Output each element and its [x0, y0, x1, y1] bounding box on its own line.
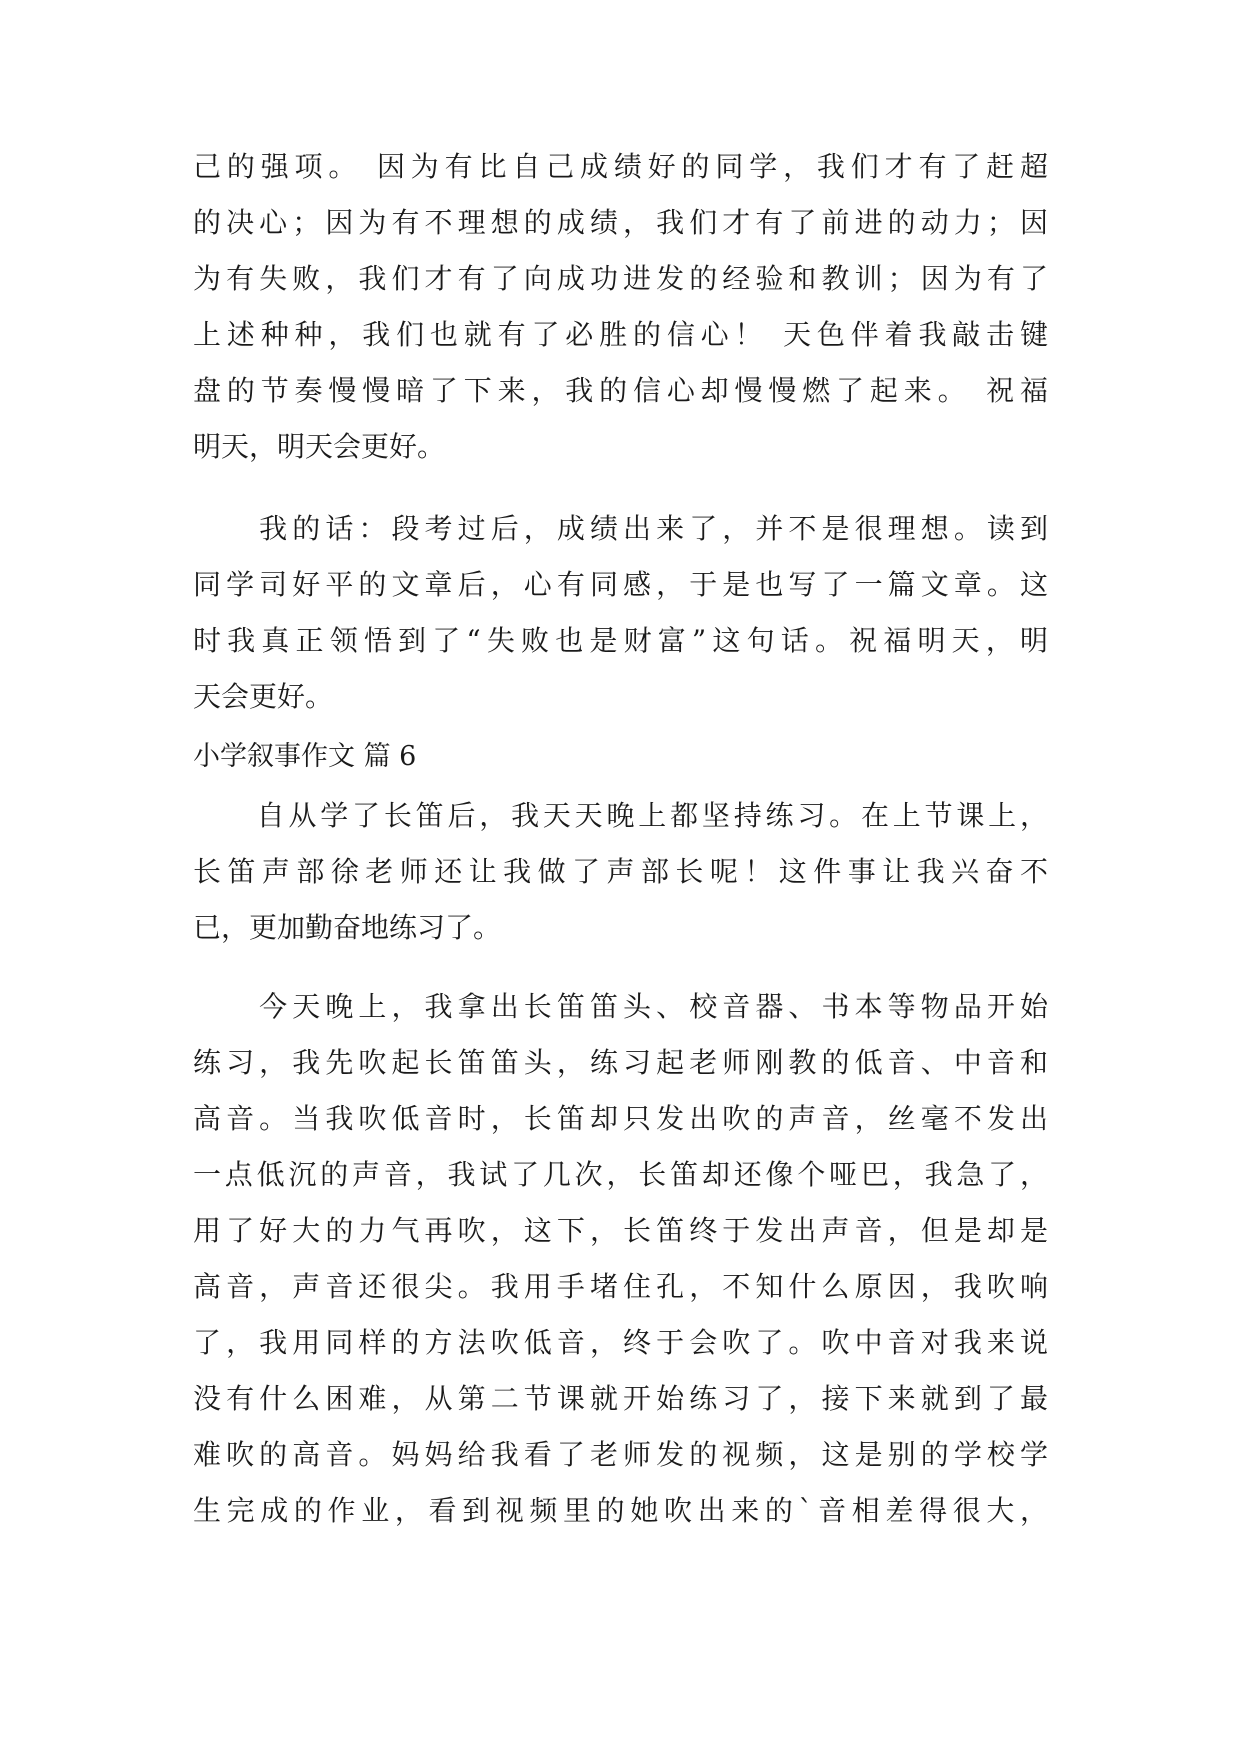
text-line: 盘的节奏慢慢暗了下来，我的信心却慢慢燃了起来。 祝福 [193, 374, 1048, 407]
text-line: 为有失败，我们才有了向成功进发的经验和教训；因为有了 [193, 262, 1048, 295]
text-line: 长笛声部徐老师还让我做了声部长呢！这件事让我兴奋不 [193, 855, 1048, 888]
text-line: 生完成的作业，看到视频里的她吹出来的`音相差得很大， [193, 1494, 1048, 1527]
text-line: 己的强项。 因为有比自己成绩好的同学，我们才有了赶超 [193, 150, 1048, 183]
text-line: 我的话：段考过后，成绩出来了，并不是很理想。读到 [193, 512, 1048, 545]
text-line: 天会更好。 [193, 680, 334, 713]
text-line: 用了好大的力气再吹，这下，长笛终于发出声音，但是却是 [193, 1214, 1048, 1247]
text-line: 没有什么困难，从第二节课就开始练习了，接下来就到了最 [193, 1382, 1048, 1415]
text-line: 今天晚上，我拿出长笛笛头、校音器、书本等物品开始 [193, 990, 1048, 1023]
text-line: 已，更加勤奋地练习了。 [193, 911, 502, 944]
text-line: 上述种种，我们也就有了必胜的信心！ 天色伴着我敲击键 [193, 318, 1048, 351]
text-line: 练习，我先吹起长笛笛头，练习起老师刚教的低音、中音和 [193, 1046, 1048, 1079]
text-line: 自从学了长笛后，我天天晚上都坚持练习。在上节课上， [193, 799, 1048, 832]
text-line: 的决心；因为有不理想的成绩，我们才有了前进的动力；因 [193, 206, 1048, 239]
text-line: 明天，明天会更好。 [193, 430, 446, 463]
text-line: 高音。当我吹低音时，长笛却只发出吹的声音，丝毫不发出 [193, 1102, 1048, 1135]
text-line: 了，我用同样的方法吹低音，终于会吹了。吹中音对我来说 [193, 1326, 1048, 1359]
text-line: 难吹的高音。妈妈给我看了老师发的视频，这是别的学校学 [193, 1438, 1048, 1471]
section-heading: 小学叙事作文 篇 6 [193, 741, 417, 772]
text-line: 同学司好平的文章后，心有同感，于是也写了一篇文章。这 [193, 568, 1048, 601]
text-line: 一点低沉的声音，我试了几次，长笛却还像个哑巴，我急了， [193, 1158, 1048, 1191]
text-line: 时我真正领悟到了“失败也是财富”这句话。祝福明天，明 [193, 624, 1048, 657]
text-line: 高音，声音还很尖。我用手堵住孔，不知什么原因，我吹响 [193, 1270, 1048, 1303]
